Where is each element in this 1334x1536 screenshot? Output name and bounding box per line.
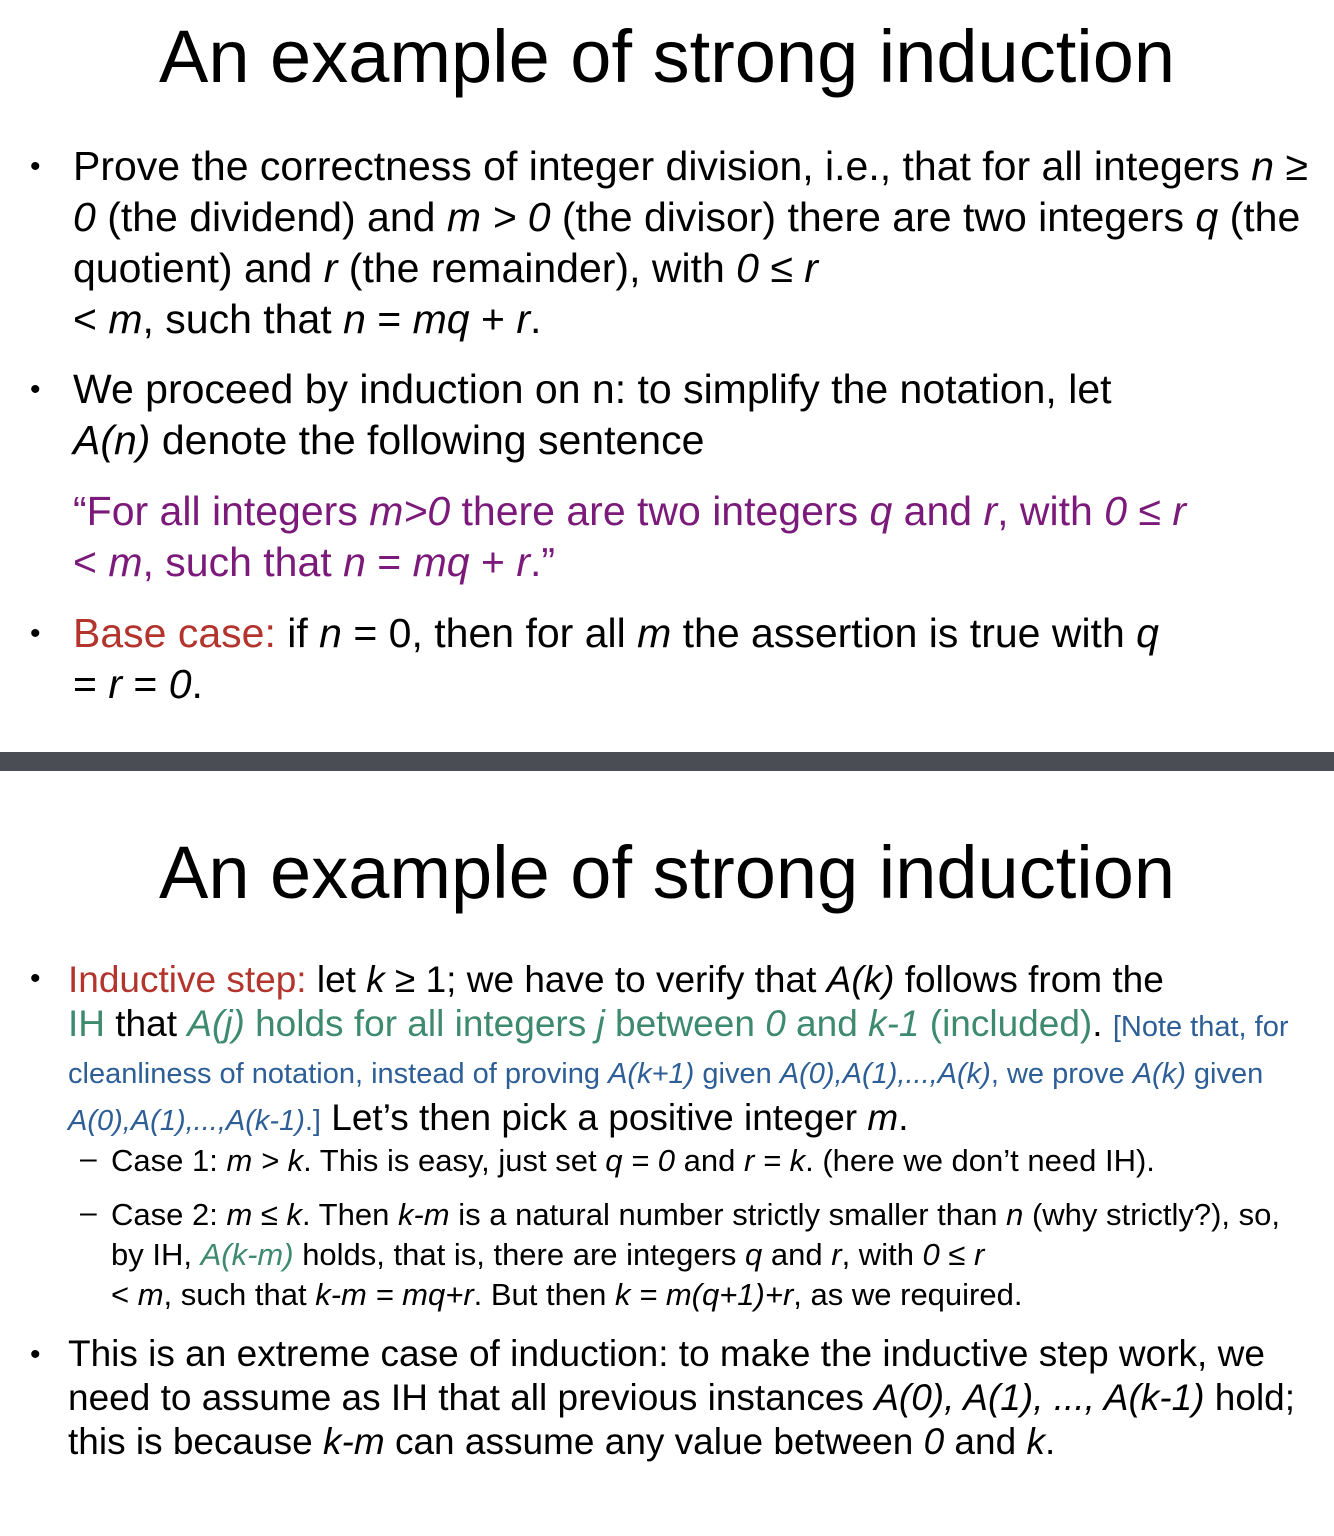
bullet-icon: • — [30, 962, 41, 995]
slide-separator — [0, 752, 1334, 771]
slide-title: An example of strong induction — [158, 831, 1176, 914]
slide-2 — [0, 771, 1334, 1536]
bullet-icon: • — [30, 373, 41, 406]
case-1: Case 1: m > k. This is easy, just set q = 0 and r = k. (here we don’t need IH). — [111, 1143, 1155, 1178]
bullet-icon: • — [30, 1338, 41, 1371]
slide-title: An example of strong induction — [158, 15, 1176, 98]
dash-icon: – — [80, 1142, 97, 1175]
bullet-division-correctness: Prove the correctness of integer division, i.e., that for all integers n ≥ 0 (the dividend) and m > 0 (the divisor) there are two integers q (the quotient) and r (the remainder), with 0 ≤ r < m, such that n = mq + r. — [73, 143, 1308, 342]
base-case-label: Base case: — [73, 610, 276, 656]
case-2: Case 2: m ≤ k. Then k-m is a natural number strictly smaller than n (why strictly?), so, by IH, A(k-m) holds, that is, there are integers q and r, with 0 ≤ r < m, such that k-m = mq+r. But then k = m(q+1)+r, as we required. — [111, 1197, 1281, 1312]
bullet-base-case: Base case: if n = 0, then for all m the assertion is true with q = r = 0. — [73, 610, 1159, 707]
inductive-step-label: Inductive step: — [68, 959, 307, 1000]
bullet-extreme-case: This is an extreme case of induction: to make the inductive step work, we need to assume as IH that all previous instances A(0), A(1), ..., A(k-1) hold; this is because k-m can assume any value between 0 and k. — [68, 1333, 1296, 1462]
bullet-icon: • — [30, 150, 41, 183]
slide-1 — [0, 0, 1334, 752]
quoted-sentence: “For all integers m>0 there are two integers q and r, with 0 ≤ r < m, such that n = mq + r.” — [73, 488, 1186, 585]
dash-icon: – — [80, 1196, 97, 1229]
note-text: [Note that, for cleanliness of notation, instead of proving A(k+1) given A(0),A(1),...,A(k), we prove A(k) given A(0),A(1),...,A(k-1).] — [68, 1011, 1289, 1137]
bullet-inductive-step: Inductive step: let k ≥ 1; we have to verify that A(k) follows from the IH that A(j) holds for all integers j between 0 and k-1 (included). [Note that, for cleanliness of notation, instead of proving A(k+1) given A(0),A(1),...,A(k), we prove A(k) given A(0),A(1),...,A(k-1).] Let’s then pick a positive integer m. — [68, 959, 1289, 1138]
bullet-icon: • — [30, 617, 41, 650]
bullet-induction-setup: We proceed by induction on n: to simplify the notation, let A(n) denote the following sentence — [73, 366, 1112, 463]
